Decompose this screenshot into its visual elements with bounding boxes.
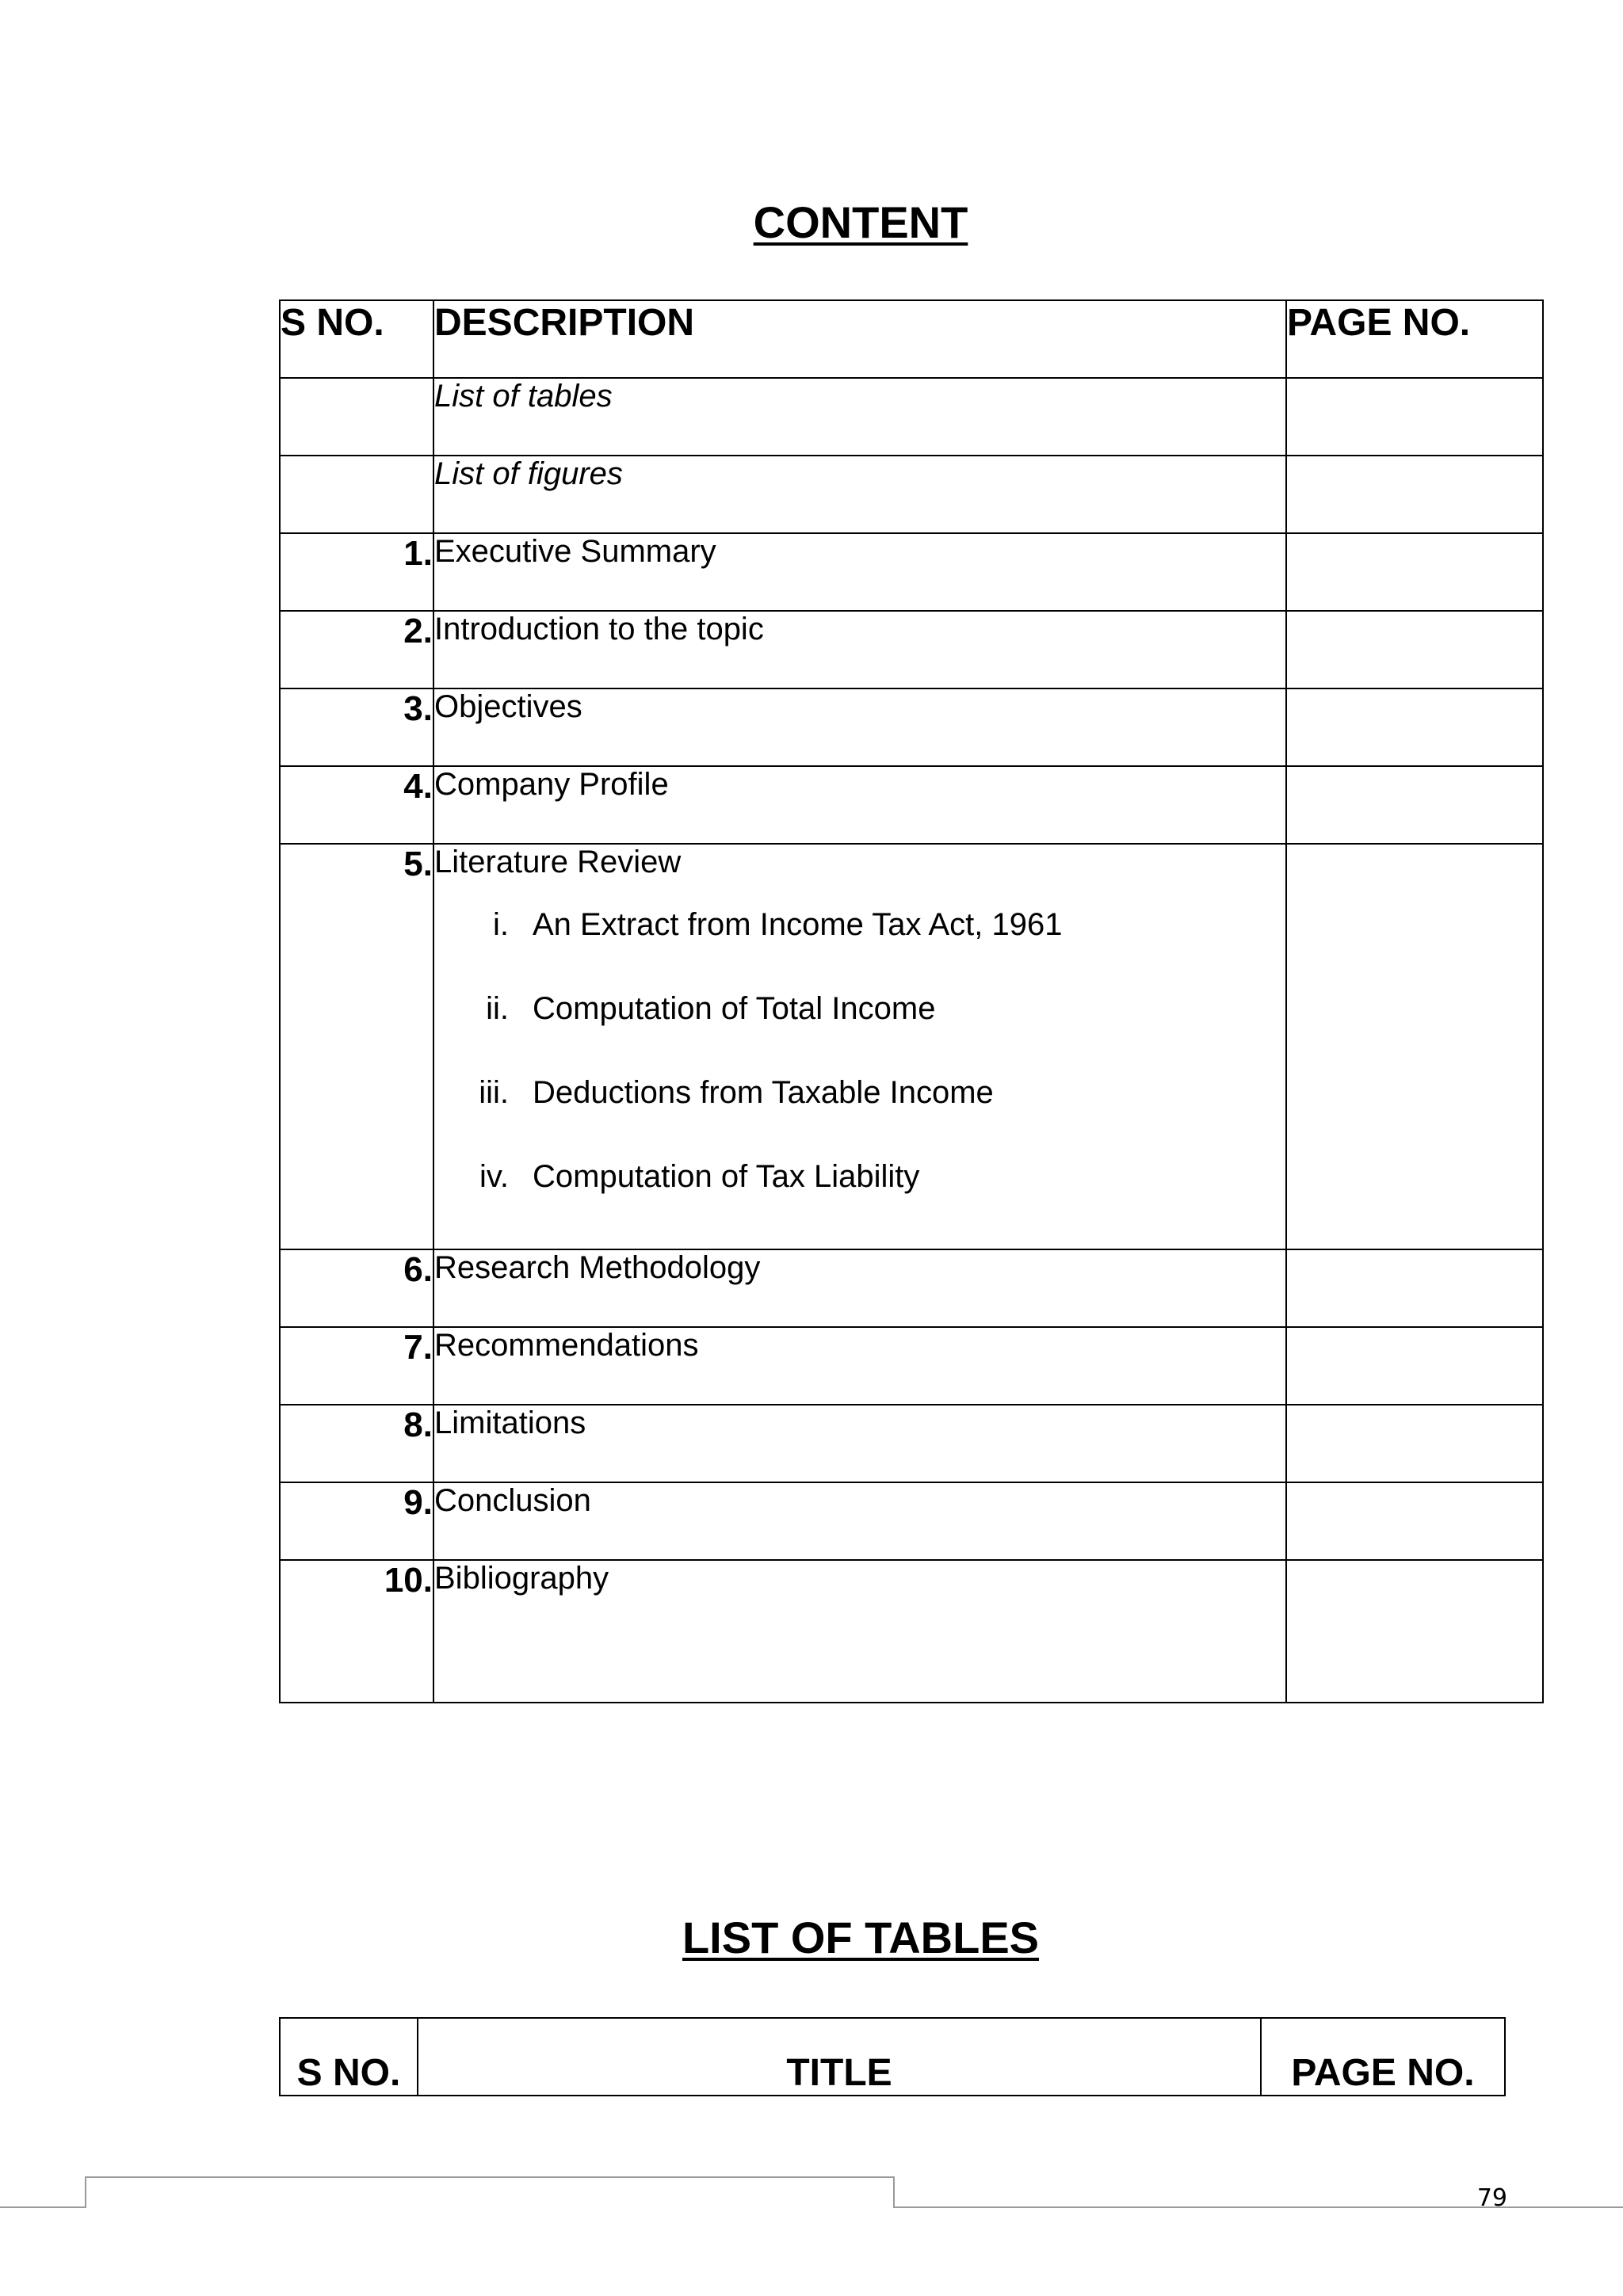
literature-review-label: Literature Review bbox=[434, 845, 682, 879]
description-cell: Introduction to the topic bbox=[433, 611, 1286, 688]
table-row bbox=[280, 456, 1543, 533]
sub-item-number: iii. bbox=[479, 1075, 509, 1110]
table-row bbox=[280, 1405, 1543, 1482]
sub-item-text: Computation of Tax Liability bbox=[533, 1159, 920, 1194]
sub-item-number: ii. bbox=[486, 991, 509, 1026]
table-row bbox=[280, 1327, 1543, 1405]
list-of-tables-table bbox=[279, 2017, 1506, 2096]
list-of-tables-heading: LIST OF TABLES bbox=[682, 1913, 1040, 1962]
sno-cell: 7. bbox=[280, 1327, 433, 1405]
table-row bbox=[280, 378, 1543, 456]
description-cell: List of tables bbox=[433, 378, 1286, 456]
sno-cell: 3. bbox=[280, 688, 433, 766]
page-cell bbox=[1286, 456, 1543, 533]
description-cell: Research Methodology bbox=[433, 1249, 1286, 1327]
table-row bbox=[280, 844, 1543, 1249]
list-item bbox=[434, 907, 1285, 991]
table-row bbox=[280, 611, 1543, 688]
title-header: TITLE bbox=[418, 2018, 1261, 2096]
page-cell bbox=[1286, 1327, 1543, 1405]
page-cell bbox=[1286, 611, 1543, 688]
page-cell bbox=[1286, 378, 1543, 456]
sno-cell: 5. bbox=[280, 844, 433, 1249]
page-cell bbox=[1286, 533, 1543, 611]
sub-item-number: iv. bbox=[479, 1159, 509, 1194]
tables-header-row bbox=[280, 2018, 1505, 2096]
table-row bbox=[280, 1482, 1543, 1560]
page-no-header: PAGE NO. bbox=[1261, 2018, 1505, 2096]
content-heading: CONTENT bbox=[753, 197, 968, 247]
page-cell bbox=[1286, 1482, 1543, 1560]
sno-cell bbox=[280, 456, 433, 533]
content-header-row bbox=[280, 300, 1543, 378]
sno-header: S NO. bbox=[280, 300, 433, 378]
sub-item-text: Deductions from Taxable Income bbox=[533, 1075, 994, 1110]
sno-cell bbox=[280, 378, 433, 456]
list-item bbox=[434, 991, 1285, 1075]
sub-item-text: An Extract from Income Tax Act, 1961 bbox=[533, 907, 1063, 942]
table-row bbox=[280, 688, 1543, 766]
sno-cell: 6. bbox=[280, 1249, 433, 1327]
page-cell bbox=[1286, 766, 1543, 844]
page-number: 79 bbox=[1476, 2184, 1507, 2212]
sub-item-text: Computation of Total Income bbox=[533, 991, 936, 1026]
description-cell: Executive Summary bbox=[433, 533, 1286, 611]
table-row bbox=[280, 1249, 1543, 1327]
page-no-header: PAGE NO. bbox=[1286, 300, 1543, 378]
sno-cell: 10. bbox=[280, 1560, 433, 1703]
table-row bbox=[280, 766, 1543, 844]
sub-item-number: i. bbox=[493, 907, 509, 942]
sno-cell: 8. bbox=[280, 1405, 433, 1482]
footer-border bbox=[0, 2176, 1623, 2209]
page-cell bbox=[1286, 844, 1543, 1249]
content-table bbox=[279, 299, 1544, 1703]
description-cell: Bibliography bbox=[433, 1560, 1286, 1703]
description-cell: Conclusion bbox=[433, 1482, 1286, 1560]
description-cell: Recommendations bbox=[433, 1327, 1286, 1405]
description-cell: Limitations bbox=[433, 1405, 1286, 1482]
list-item bbox=[434, 1159, 1285, 1243]
page-cell bbox=[1286, 1560, 1543, 1703]
page-cell bbox=[1286, 1405, 1543, 1482]
sno-cell: 2. bbox=[280, 611, 433, 688]
sno-cell: 1. bbox=[280, 533, 433, 611]
page-cell bbox=[1286, 688, 1543, 766]
sno-cell: 4. bbox=[280, 766, 433, 844]
table-row bbox=[280, 1560, 1543, 1703]
description-cell: Company Profile bbox=[433, 766, 1286, 844]
description-cell bbox=[433, 844, 1286, 1249]
description-cell: List of figures bbox=[433, 456, 1286, 533]
page-cell bbox=[1286, 1249, 1543, 1327]
table-row bbox=[280, 533, 1543, 611]
list-item bbox=[434, 1075, 1285, 1159]
description-cell: Objectives bbox=[433, 688, 1286, 766]
sno-cell: 9. bbox=[280, 1482, 433, 1560]
sno-header: S NO. bbox=[280, 2018, 418, 2096]
literature-review-sublist bbox=[434, 907, 1285, 1243]
description-header: DESCRIPTION bbox=[433, 300, 1286, 378]
